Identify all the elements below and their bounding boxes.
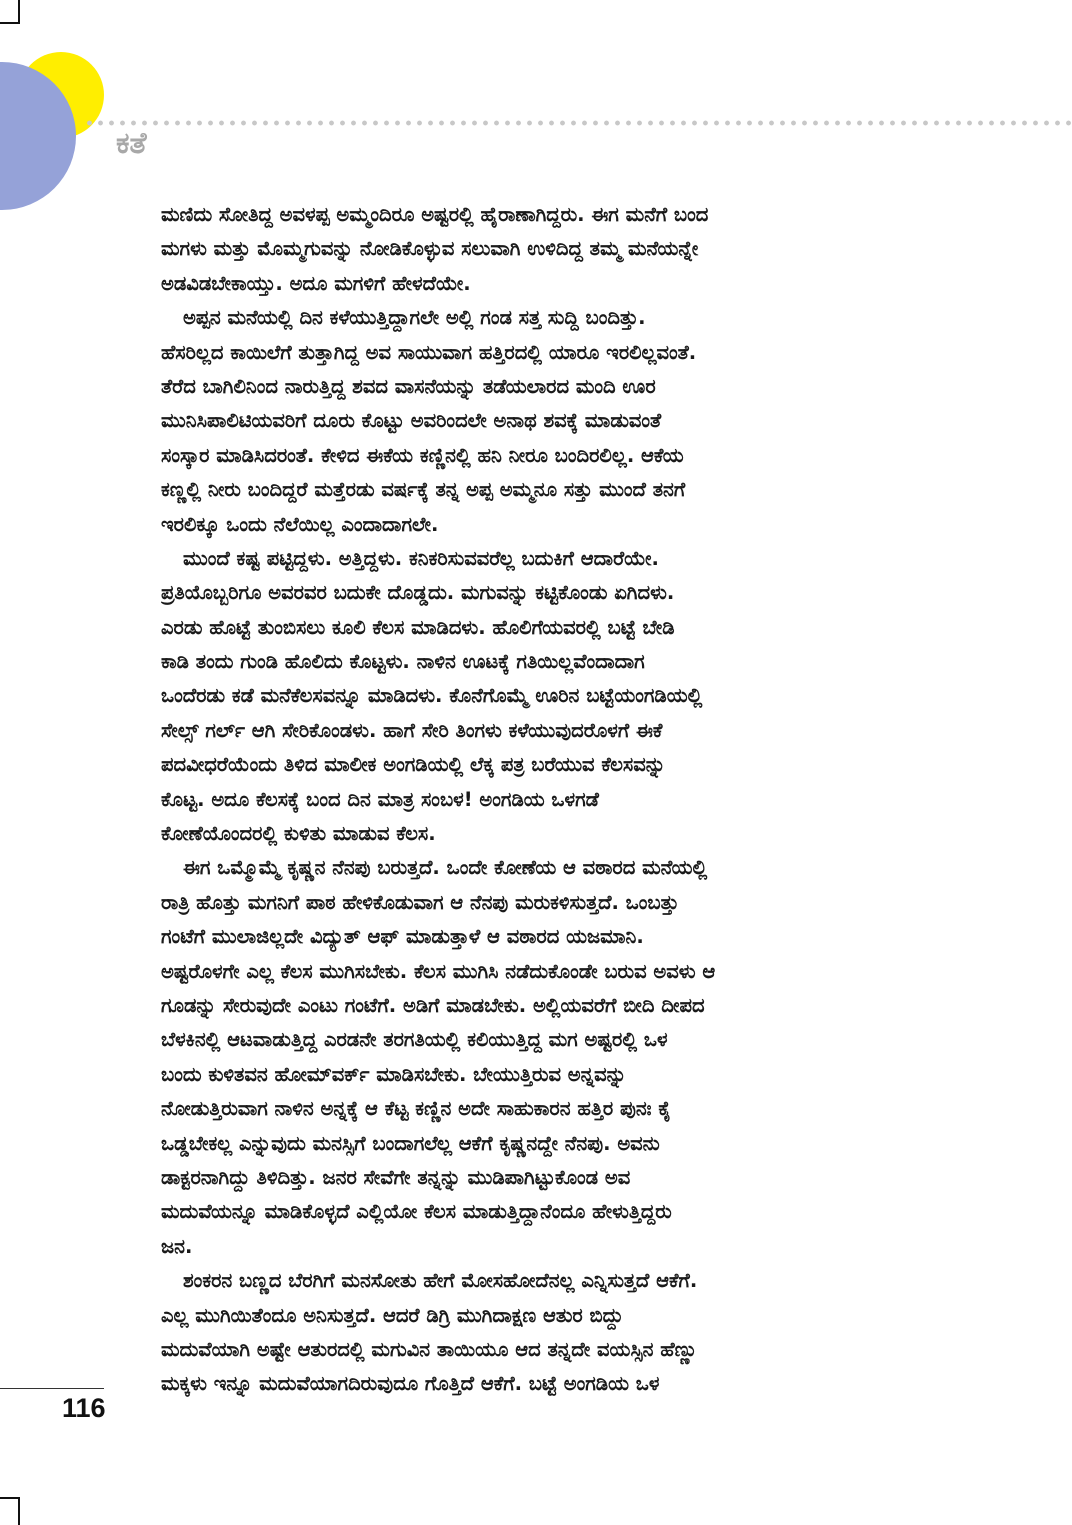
text-line: ಒಂದೆರಡು ಕಡೆ ಮನೆಕೆಲಸವನ್ನೂ ಮಾಡಿದಳು. ಕೊನೆಗೊಮ್ಮೆ ಊರಿನ ಬಟ್ಟೆಯಂಗಡಿಯಲ್ಲಿ xyxy=(161,684,703,708)
text-line: ಬೆಳಕಿನಲ್ಲಿ ಆಟವಾಡುತ್ತಿದ್ದ ಎರಡನೇ ತರಗತಿಯಲ್ಲಿ ಕಲಿಯುತ್ತಿದ್ದ ಮಗ ಅಷ್ಟರಲ್ಲಿ ಒಳ xyxy=(161,1028,668,1052)
text-line: ಸಂಸ್ಕಾರ ಮಾಡಿಸಿದರಂತೆ. ಕೇಳಿದ ಈಕೆಯ ಕಣ್ಣಿನಲ್ಲಿ ಹನಿ ನೀರೂ ಬಂದಿರಲಿಲ್ಲ. ಆಕೆಯ xyxy=(161,443,684,467)
text-line: ಎರಡು ಹೊಟ್ಟೆ ತುಂಬಿಸಲು ಕೂಲಿ ಕೆಲಸ ಮಾಡಿದಳು. ಹೊಲಿಗೆಯವರಲ್ಲಿ ಬಟ್ಟೆ ಬೇಡಿ xyxy=(161,615,675,639)
text-line: ಗಂಟೆಗೆ ಮುಲಾಜಿಲ್ಲದೇ ವಿದ್ಯುತ್ ಆಫ್ ಮಾಡುತ್ತಾಳೆ ಆ ವಠಾರದ ಯಜಮಾನಿ. xyxy=(161,925,644,949)
dotted-header-rule xyxy=(84,120,1072,126)
section-title: ಕತೆ xyxy=(116,126,147,161)
text-line: ಸೇಲ್ಸ್ ಗರ್ಲ್ ಆಗಿ ಸೇರಿಕೊಂಡಳು. ಹಾಗೆ ಸೇರಿ ತಿಂಗಳು ಕಳೆಯುವುದರೊಳಗೆ ಈಕೆ xyxy=(161,718,663,742)
text-line: ಮುನಿಸಿಪಾಲಿಟಿಯವರಿಗೆ ದೂರು ಕೊಟ್ಟು ಅವರಿಂದಲೇ ಅನಾಥ ಶವಕ್ಕೆ ಮಾಡುವಂತೆ xyxy=(161,409,662,433)
text-line: ಕೊಟ್ಟ. ಅದೂ ಕೆಲಸಕ್ಕೆ ಬಂದ ದಿನ ಮಾತ್ರ ಸಂಬಳ! ಅಂಗಡಿಯ ಒಳಗಡೆ xyxy=(161,787,599,811)
text-line: ಒಡ್ಡಬೇಕಲ್ಲ ಎನ್ನುವುದು ಮನಸ್ಸಿಗೆ ಬಂದಾಗಲೆಲ್ಲ ಆಕೆಗೆ ಕೃಷ್ಣನದ್ದೇ ನೆನಪು. ಅವನು xyxy=(161,1131,660,1155)
text-line: ಇರಲಿಕ್ಕೂ ಒಂದು ನೆಲೆಯಿಲ್ಲ ಎಂದಾದಾಗಲೇ. xyxy=(161,512,439,536)
text-line: ರಾತ್ರಿ ಹೊತ್ತು ಮಗನಿಗೆ ಪಾಠ ಹೇಳಿಕೊಡುವಾಗ ಆ ನೆನಪು ಮರುಕಳಿಸುತ್ತದೆ. ಒಂಬತ್ತು xyxy=(161,890,679,914)
footer-rule xyxy=(0,1388,104,1389)
text-line: ತೆರೆದ ಬಾಗಿಲಿನಿಂದ ನಾರುತ್ತಿದ್ದ ಶವದ ವಾಸನೆಯನ್ನು ತಡೆಯಲಾರದ ಮಂದಿ ಊರ xyxy=(161,374,656,398)
text-line: ಅಡವಿಡಬೇಕಾಯ್ತು. ಅದೂ ಮಗಳಿಗೆ ಹೇಳದೆಯೇ. xyxy=(161,271,471,295)
text-line: ಗೂಡನ್ನು ಸೇರುವುದೇ ಎಂಟು ಗಂಟೆಗೆ. ಅಡಿಗೆ ಮಾಡಬೇಕು. ಅಲ್ಲಿಯವರೆಗೆ ಬೀದಿ ದೀಪದ xyxy=(161,993,705,1017)
page-number: 116 xyxy=(62,1393,106,1423)
crop-mark-top-left-vertical xyxy=(18,0,20,24)
text-line: ನೋಡುತ್ತಿರುವಾಗ ನಾಳಿನ ಅನ್ನಕ್ಕೆ ಆ ಕೆಟ್ಟ ಕಣ್ಣಿನ ಅದೇ ಸಾಹುಕಾರನ ಹತ್ತಿರ ಪುನಃ ಕೈ xyxy=(161,1097,672,1121)
text-line: ಮಕ್ಕಳು ಇನ್ನೂ ಮದುವೆಯಾಗದಿರುವುದೂ ಗೊತ್ತಿದೆ ಆಕೆಗೆ. ಬಟ್ಟೆ ಅಂಗಡಿಯ ಒಳ xyxy=(161,1372,660,1396)
text-line: ಅಷ್ಟರೊಳಗೇ ಎಲ್ಲ ಕೆಲಸ ಮುಗಿಸಬೇಕು. ಕೆಲಸ ಮುಗಿಸಿ ನಡೆದುಕೊಂಡೇ ಬರುವ ಅವಳು ಆ xyxy=(161,959,716,983)
text-line: ಮದುವೆಯನ್ನೂ ಮಾಡಿಕೊಳ್ಳದೆ ಎಲ್ಲಿಯೋ ಕೆಲಸ ಮಾಡುತ್ತಿದ್ದಾನೆಂದೂ ಹೇಳುತ್ತಿದ್ದರು xyxy=(161,1200,672,1224)
text-line: ಅಪ್ಪನ ಮನೆಯಲ್ಲಿ ದಿನ ಕಳೆಯುತ್ತಿದ್ದಾಗಲೇ ಅಲ್ಲಿ ಗಂಡ ಸತ್ತ ಸುದ್ದಿ ಬಂದಿತ್ತು. xyxy=(183,306,646,330)
text-line: ಡಾಕ್ಟರನಾಗಿದ್ದು ತಿಳಿದಿತ್ತು. ಜನರ ಸೇವೆಗೇ ತನ್ನನ್ನು ಮುಡಿಪಾಗಿಟ್ಟುಕೊಂಡ ಅವ xyxy=(161,1165,631,1189)
text-line: ಕಣ್ಣಲ್ಲಿ ನೀರು ಬಂದಿದ್ದರೆ ಮತ್ತೆರಡು ವರ್ಷಕ್ಕೆ ತನ್ನ ಅಪ್ಪ ಅಮ್ಮನೂ ಸತ್ತು ಮುಂದೆ ತನಗೆ xyxy=(161,478,686,502)
text-line: ಪದವೀಧರೆಯೆಂದು ತಿಳಿದ ಮಾಲೀಕ ಅಂಗಡಿಯಲ್ಲಿ ಲೆಕ್ಕ ಪತ್ರ ಬರೆಯುವ ಕೆಲಸವನ್ನು xyxy=(161,753,666,777)
text-line: ಕಾಡಿ ತಂದು ಗುಂಡಿ ಹೊಲಿದು ಕೊಟ್ಟಳು. ನಾಳಿನ ಊಟಕ್ಕೆ ಗತಿಯಿಲ್ಲವೆಂದಾದಾಗ xyxy=(161,650,645,674)
text-line: ಮುಂದೆ ಕಷ್ಟ ಪಟ್ಟಿದ್ದಳು. ಅತ್ತಿದ್ದಳು. ಕನಿಕರಿಸುವವರೆಲ್ಲ ಬದುಕಿಗೆ ಆದಾರೆಯೇ. xyxy=(183,546,659,570)
crop-mark-bottom-left-horizontal xyxy=(0,1497,20,1499)
text-line: ಮಗಳು ಮತ್ತು ಮೊಮ್ಮಗುವನ್ನು ನೋಡಿಕೊಳ್ಳುವ ಸಲುವಾಗಿ ಉಳಿದಿದ್ದ ತಮ್ಮ ಮನೆಯನ್ನೇ xyxy=(161,237,699,261)
text-line: ಈಗ ಒಮ್ಮೊಮ್ಮೆ ಕೃಷ್ಣನ ನೆನಪು ಬರುತ್ತದೆ. ಒಂದೇ ಕೋಣೆಯ ಆ ವಠಾರದ ಮನೆಯಲ್ಲಿ xyxy=(183,856,708,880)
text-line: ಮಣಿದು ಸೋತಿದ್ದ ಅವಳಪ್ಪ ಅಮ್ಮಂದಿರೂ ಅಷ್ಟರಲ್ಲಿ ಹೈರಾಣಾಗಿದ್ದರು. ಈಗ ಮನೆಗೆ ಬಂದ xyxy=(161,203,709,226)
text-line: ಶಂಕರನ ಬಣ್ಣದ ಬೆರಗಿಗೆ ಮನಸೋತು ಹೇಗೆ ಮೋಸಹೋದೆನಲ್ಲ ಎನ್ನಿಸುತ್ತದೆ ಆಕೆಗೆ. xyxy=(183,1269,698,1293)
story-body-text xyxy=(161,198,901,1402)
crop-mark-top-left-horizontal xyxy=(0,22,20,24)
text-line: ಹೆಸರಿಲ್ಲದ ಕಾಯಿಲೆಗೆ ತುತ್ತಾಗಿದ್ದ ಅವ ಸಾಯುವಾಗ ಹತ್ತಿರದಲ್ಲಿ ಯಾರೂ ಇರಲಿಲ್ಲವಂತೆ. xyxy=(161,340,697,364)
text-line: ಜನ. xyxy=(161,1234,193,1258)
text-line: ಕೋಣೆಯೊಂದರಲ್ಲಿ ಕುಳಿತು ಮಾಡುವ ಕೆಲಸ. xyxy=(161,822,436,846)
text-line: ಬಂದು ಕುಳಿತವನ ಹೋಮ್‌ವರ್ಕ್ ಮಾಡಿಸಬೇಕು. ಬೇಯುತ್ತಿರುವ ಅನ್ನವನ್ನು xyxy=(161,1062,627,1086)
text-line: ಪ್ರತಿಯೊಬ್ಬರಿಗೂ ಅವರವರ ಬದುಕೇ ದೊಡ್ಡದು. ಮಗುವನ್ನು ಕಟ್ಟಿಕೊಂಡು ಏಗಿದಳು. xyxy=(161,581,675,605)
text-line: ಎಲ್ಲ ಮುಗಿಯಿತೆಂದೂ ಅನಿಸುತ್ತದೆ. ಆದರೆ ಡಿಗ್ರಿ ಮುಗಿದಾಕ್ಷಣ ಆತುರ ಬಿದ್ದು xyxy=(161,1303,624,1327)
text-line: ಮದುವೆಯಾಗಿ ಅಷ್ಟೇ ಆತುರದಲ್ಲಿ ಮಗುವಿನ ತಾಯಿಯೂ ಆದ ತನ್ನದೇ ವಯಸ್ಸಿನ ಹೆಣ್ಣು xyxy=(161,1337,698,1361)
crop-mark-bottom-left-vertical xyxy=(18,1497,20,1525)
